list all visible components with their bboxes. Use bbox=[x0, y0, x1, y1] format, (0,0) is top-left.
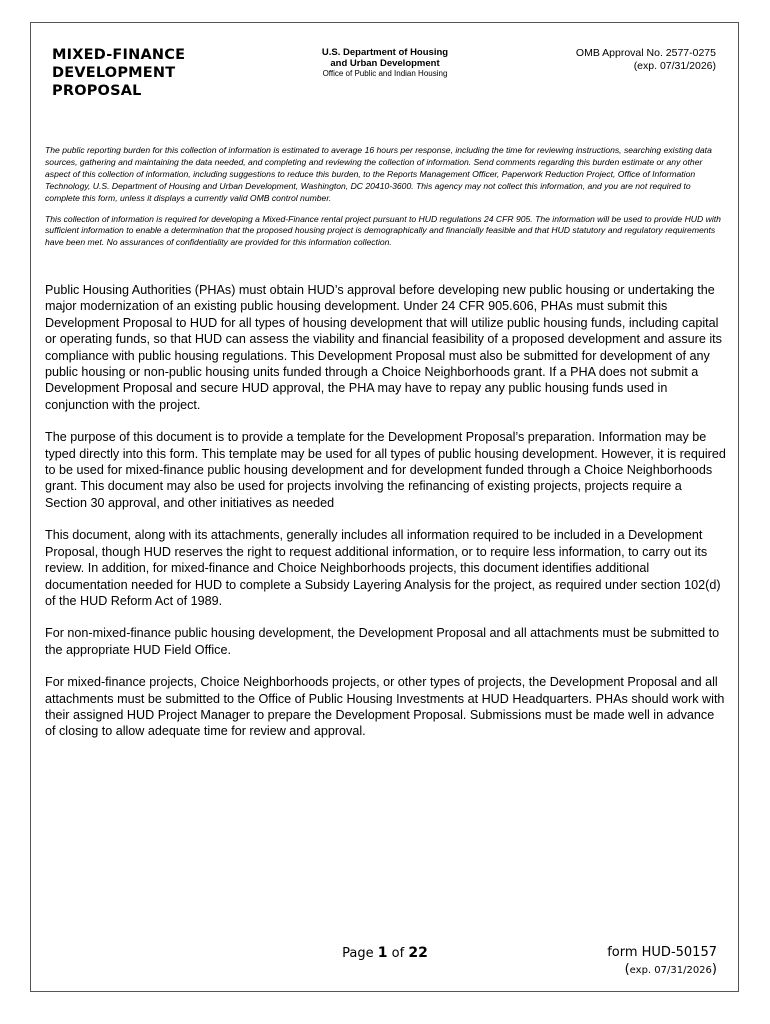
form-title bbox=[52, 46, 252, 100]
instruction-paragraph: Public Housing Authorities (PHAs) must obtain HUD’s approval before developing new public housing or undertaking the major modernization of an existing public housing development. Under 24 CFR 905.606, PHAs must submit this Development Proposal to HUD for all types of housing development that will utilize public housing funds, including capital or operating funds, so that HUD can assess the viability and financial feasibility of a proposed development and assure its compliance with public housing regulations. This Development Proposal must also be submitted for development of any public housing or non-public housing units funded through a Choice Neighborhoods grant. If a PHA does not submit a Development Proposal and secure HUD approval, the PHA may have to repay any public housing funds used in conjunction with the project. bbox=[45, 283, 722, 412]
agency-office: Office of Public and Indian Housing bbox=[322, 69, 448, 78]
instruction-paragraph: The purpose of this document is to provide a template for the Development Proposal’s preparation. Information may be typed directly into this form. This template may be used for all types of public housing development. However, it is required to be used for mixed-finance public housing development and for development funded through a Choice Neighborhoods grant. This document may also be used for projects involving the refinancing of existing projects, projects require a Section 30 approval, and other initiatives as needed bbox=[45, 430, 726, 510]
form-exp-date: exp. 07/31/2026 bbox=[629, 965, 712, 976]
form-exp-close: ) bbox=[711, 962, 717, 977]
instructions-body bbox=[45, 282, 727, 756]
agency-name-line2: and Urban Development bbox=[330, 58, 440, 69]
form-exp-open: ( bbox=[624, 962, 630, 977]
page-of: of bbox=[391, 946, 405, 961]
form-number: form HUD-50157 bbox=[607, 945, 717, 960]
omb-approval-number: OMB Approval No. 2577-0275 bbox=[575, 47, 716, 59]
instruction-paragraph: For non-mixed-finance public housing development, the Development Proposal and all attachments must be submitted to the appropriate HUD Field Office. bbox=[45, 626, 720, 657]
instruction-paragraph: For mixed-finance projects, Choice Neighborhoods projects, or other types of projects, the Development Proposal and all attachments must be submitted to the Office of Public Housing Investments at HUD Headquarters. PHAs should work with their assigned HUD Project Manager to prepare the Development Proposal. Submissions must be made well in advance of closing to allow adequate time for review and approval. bbox=[45, 675, 725, 739]
title-line: DEVELOPMENT bbox=[52, 65, 176, 81]
burden-statement-section bbox=[45, 145, 725, 258]
page-current: 1 bbox=[377, 945, 388, 961]
page-number bbox=[330, 945, 440, 961]
agency-block bbox=[300, 47, 470, 79]
burden-statement: The public reporting burden for this collection of information is estimated to average 16 hours per response, including the time for reviewing instructions, searching existing data sources, gathering and maintaining the data needed, and completing and reviewing the collection of information. Send comments regarding this burden estimate or any other aspect of this collection of information, including suggestions to reduce this burden, to the Reports Management Officer, Paperwork Reduction Project, Office of Information Technology, U.S. Department of Housing and Urban Development, Washington, DC 20410-3600. This agency may not collect this information, and you are not required to complete this form, unless it displays a currently valid OMB control number. bbox=[45, 145, 712, 203]
page-total: 22 bbox=[408, 945, 428, 961]
page-label: Page bbox=[342, 946, 374, 961]
agency-name-line1: U.S. Department of Housing bbox=[321, 47, 449, 58]
title-line: PROPOSAL bbox=[52, 83, 142, 99]
omb-block bbox=[520, 47, 716, 73]
collection-statement: This collection of information is required for developing a Mixed-Finance rental project pursuant to HUD regulations 24 CFR 905. The information will be used to provide HUD with sufficient information to enable a determination that the proposed housing project is demographically and financially feasible and that HUD statutory and regulatory requirements have been met. No assurances of confidentiality are provided for this information collection. bbox=[45, 213, 721, 248]
instruction-paragraph: This document, along with its attachments, generally includes all information required to be included in a Development Proposal, though HUD reserves the right to request additional information, or to require less information, to carry out its review. In addition, for mixed-finance and Choice Neighborhoods projects, this document identifies additional documentation needed for HUD to complete a Subsidy Layering Analysis for the project, as required under section 102(d) of the HUD Reform Act of 1989. bbox=[45, 528, 721, 608]
form-expiration bbox=[560, 961, 717, 979]
form-identifier bbox=[560, 944, 717, 979]
omb-expiration: (exp. 07/31/2026) bbox=[633, 60, 716, 72]
title-line: MIXED-FINANCE bbox=[52, 47, 186, 63]
